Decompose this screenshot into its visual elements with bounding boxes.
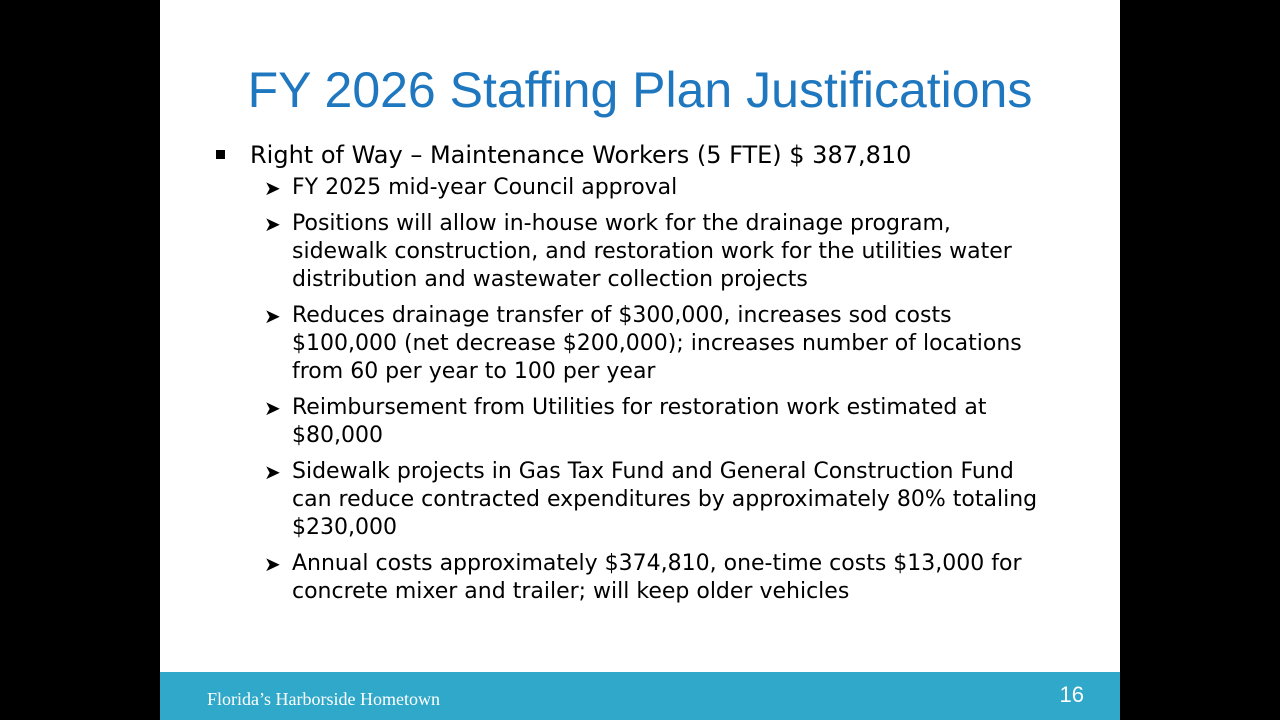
arrow-bullet-icon: ➤ [264, 176, 281, 200]
arrow-bullet-icon: ➤ [264, 460, 281, 484]
list-item [264, 302, 1052, 386]
slide [160, 0, 1120, 720]
slide-body [216, 138, 1076, 614]
sub-bullet-text: Annual costs approximately $374,810, one-time costs $13,000 for concrete mixer and trailer; will keep older vehicles [292, 551, 1022, 604]
list-item [264, 458, 1052, 542]
square-bullet-icon [216, 150, 225, 159]
sub-bullet-list [264, 174, 1076, 606]
list-item [264, 174, 1052, 202]
arrow-bullet-icon: ➤ [264, 304, 281, 328]
slide-title: FY 2026 Staffing Plan Justifications [247, 62, 1033, 118]
footer-tagline: Florida’s Harborside Hometown [207, 689, 440, 709]
arrow-bullet-icon: ➤ [264, 552, 281, 576]
list-item [264, 210, 1052, 294]
sub-bullet-text: Sidewalk projects in Gas Tax Fund and General Construction Fund can reduce contracted expenditures by approximately 80% totaling $230,000 [292, 459, 1038, 540]
page-number: 16 [1059, 682, 1084, 707]
sub-bullet-text: Positions will allow in-house work for the drainage program, sidewalk construction, and restoration work for the utilities water distribution and wastewater collection projects [292, 211, 1012, 292]
sub-bullet-text: Reduces drainage transfer of $300,000, increases sod costs $100,000 (net decrease $200,000); increases number of locations from 60 per year to 100 per year [292, 303, 1022, 384]
main-bullet-item [216, 138, 1076, 172]
list-item [264, 550, 1052, 606]
sub-bullet-text: Reimbursement from Utilities for restoration work estimated at $80,000 [292, 395, 987, 448]
list-item [264, 394, 1052, 450]
footer-bar [160, 672, 1120, 720]
arrow-bullet-icon: ➤ [264, 396, 281, 420]
main-bullet-text: Right of Way – Maintenance Workers (5 FTE) $ 387,810 [250, 141, 912, 169]
arrow-bullet-icon: ➤ [264, 212, 281, 236]
sub-bullet-text: FY 2025 mid-year Council approval [292, 175, 678, 200]
